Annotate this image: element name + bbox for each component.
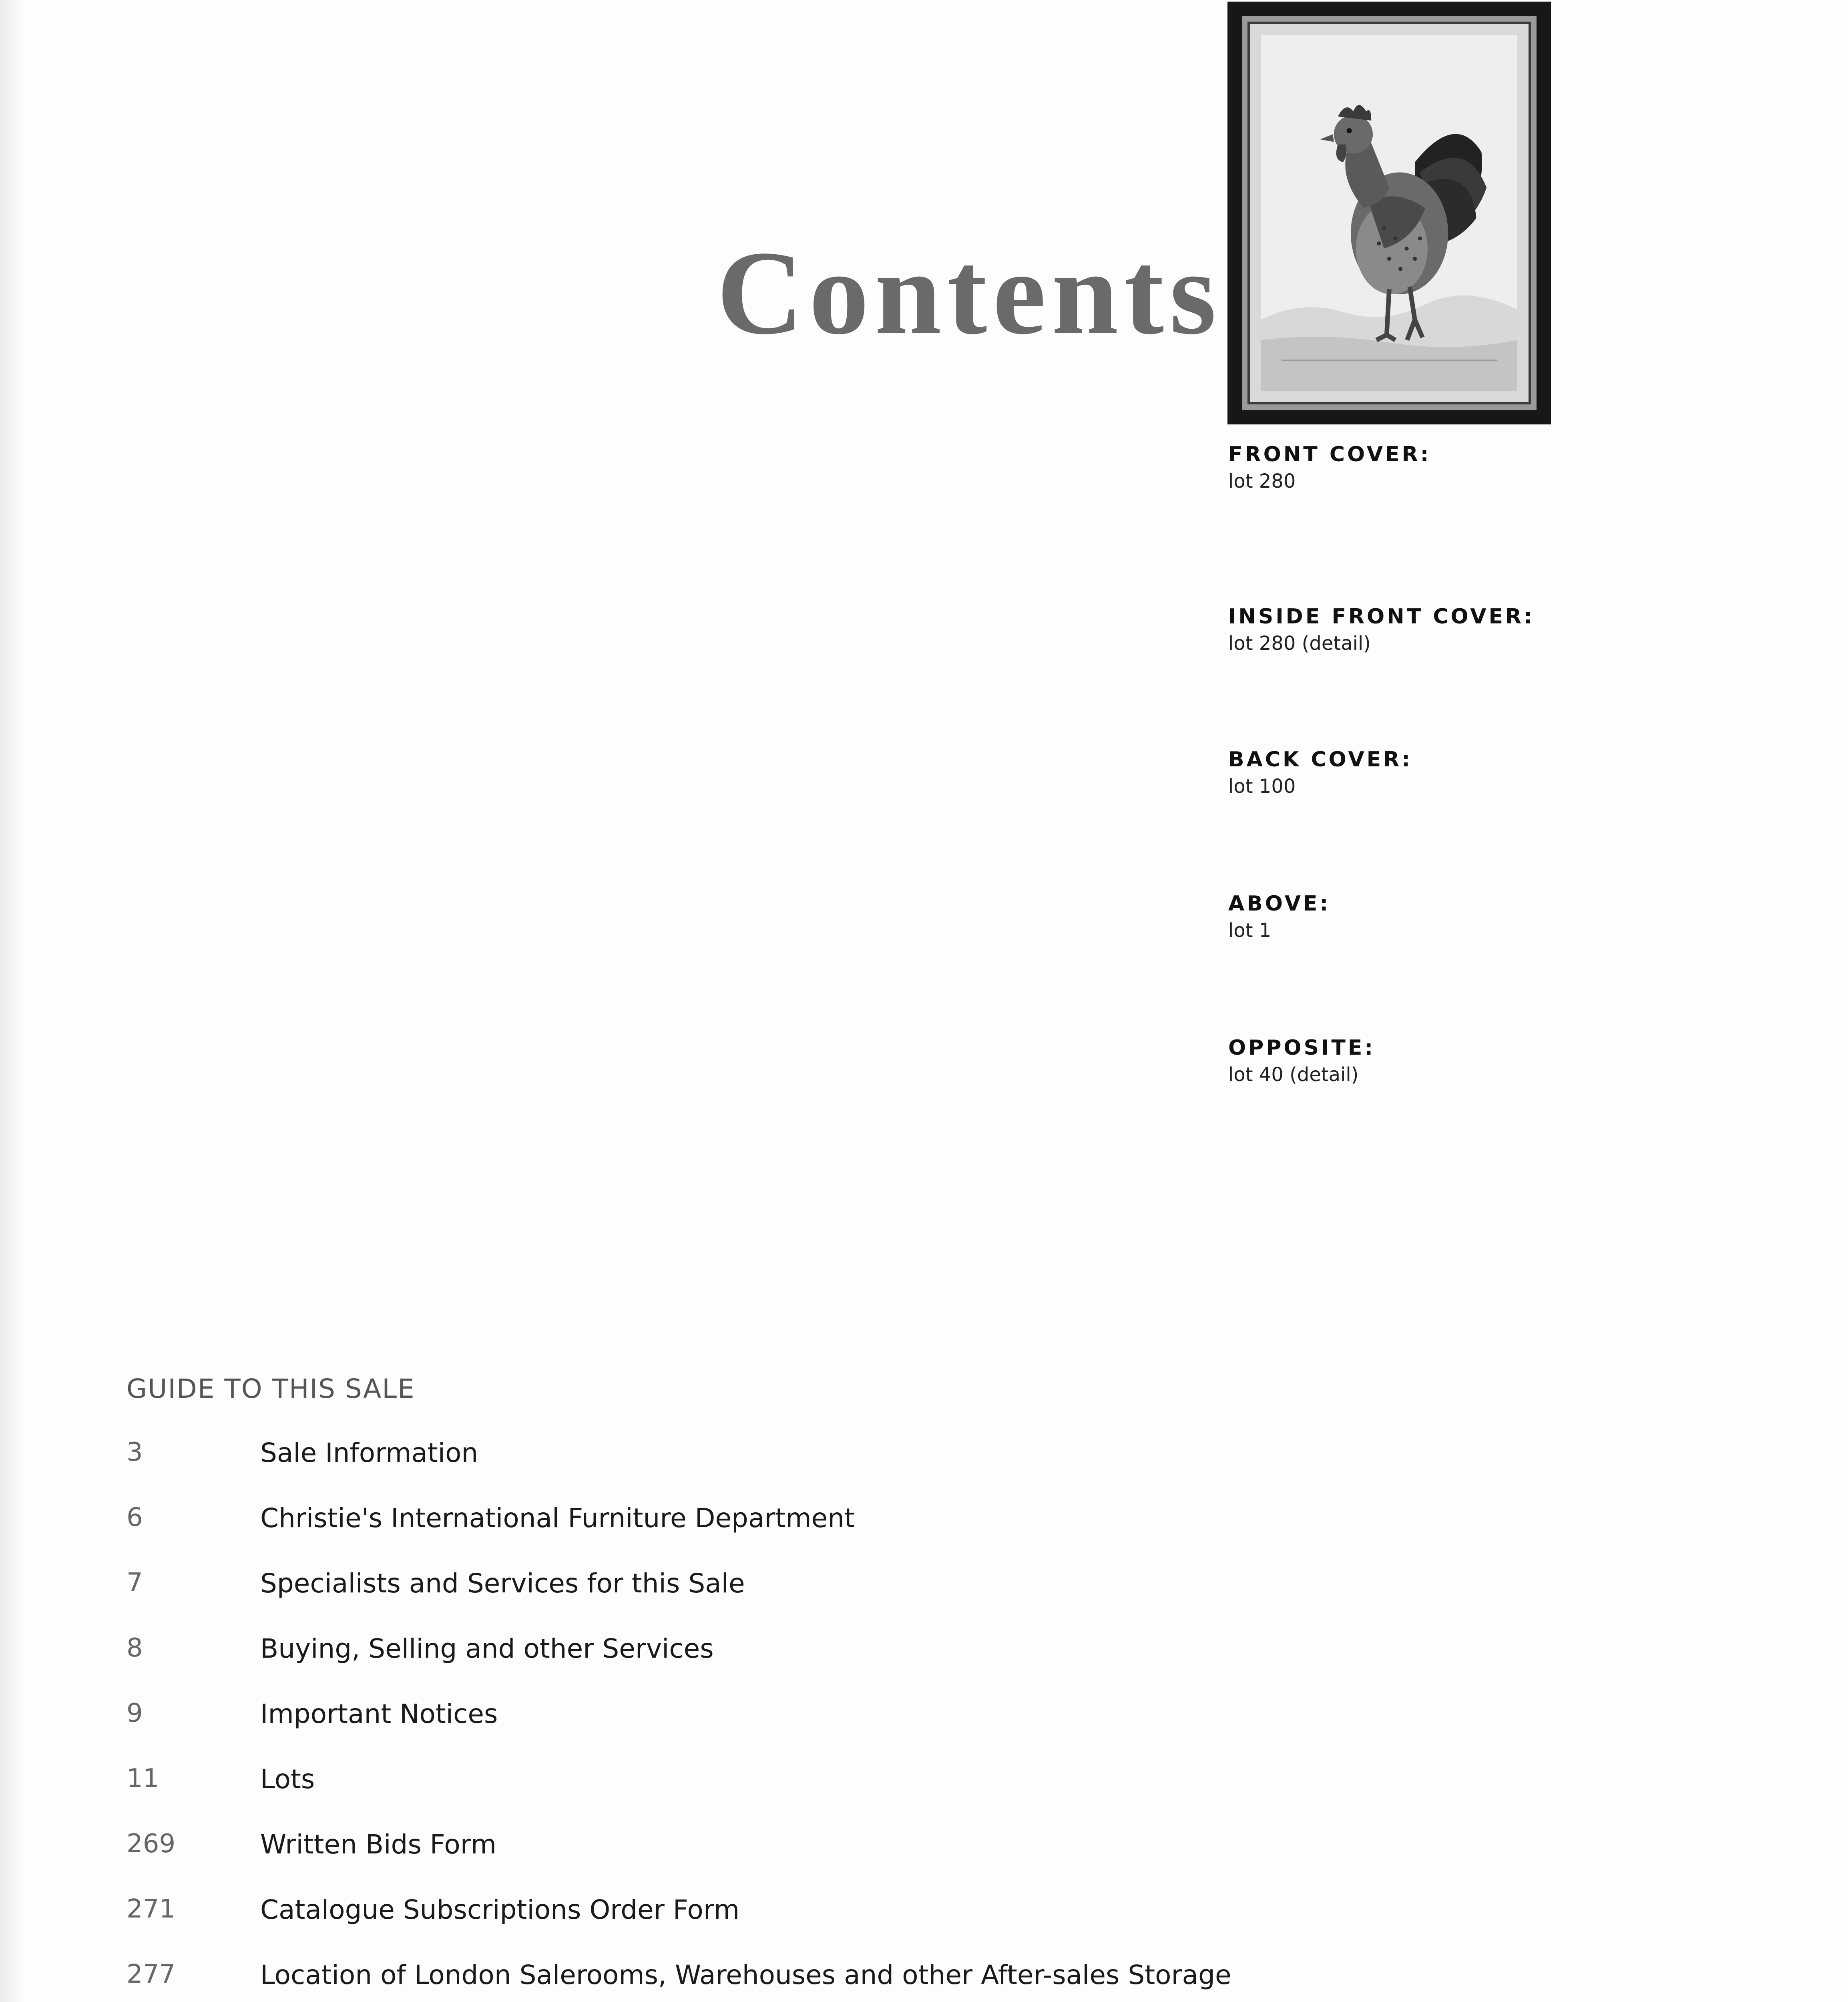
- caption-value: lot 280: [1228, 470, 1296, 492]
- caption-label: OPPOSITE:: [1228, 1036, 1376, 1060]
- cockerel-painting: [1261, 35, 1517, 391]
- cover-picture-frame: [1227, 2, 1551, 424]
- toc-entry-title: Specialists and Services for this Sale: [260, 1568, 745, 1599]
- toc-row[interactable]: [127, 1764, 1247, 1812]
- toc-row[interactable]: [127, 1503, 1247, 1551]
- toc-row[interactable]: [127, 1633, 1247, 1681]
- toc-page-number: 8: [127, 1633, 143, 1663]
- toc-entry-title: Location of London Salerooms, Warehouses and other After-sales Storage: [260, 1960, 1231, 1990]
- caption-label: FRONT COVER:: [1228, 442, 1431, 466]
- toc-row[interactable]: [127, 1960, 1247, 2002]
- toc-entry-title: Buying, Selling and other Services: [260, 1633, 714, 1664]
- guide-heading: GUIDE TO THIS SALE: [127, 1373, 415, 1404]
- toc-entry-title: Important Notices: [260, 1698, 498, 1729]
- caption-back-cover: [1228, 746, 1412, 799]
- cockerel-illustration: [1261, 35, 1517, 391]
- toc-entry-title: Sale Information: [260, 1437, 478, 1468]
- toc-page-number: 9: [127, 1698, 143, 1728]
- toc-entry-title: Christie's International Furniture Department: [260, 1503, 855, 1534]
- toc-page-number: 271: [127, 1894, 176, 1924]
- toc-page-number: 6: [127, 1503, 143, 1532]
- caption-value: lot 280 (detail): [1228, 632, 1371, 655]
- caption-value: lot 40 (detail): [1228, 1063, 1359, 1086]
- toc-page-number: 269: [127, 1829, 176, 1859]
- toc-row[interactable]: [127, 1437, 1247, 1485]
- caption-inside-front-cover: [1228, 603, 1535, 656]
- toc-entry-title: Lots: [260, 1764, 315, 1795]
- frame-moulding: [1242, 16, 1537, 410]
- page-edge-shadow: [0, 0, 24, 2002]
- page-title: Contents: [717, 226, 1222, 359]
- caption-label: BACK COVER:: [1228, 748, 1413, 772]
- toc-page-number: 11: [127, 1764, 159, 1793]
- caption-front-cover: [1228, 440, 1431, 494]
- caption-value: lot 100: [1228, 775, 1296, 798]
- caption-value: lot 1: [1228, 919, 1272, 942]
- caption-opposite: [1228, 1034, 1375, 1087]
- toc-entry-title: Written Bids Form: [260, 1829, 497, 1860]
- caption-above: [1228, 890, 1330, 943]
- caption-label: INSIDE FRONT COVER:: [1228, 605, 1535, 629]
- toc-page-number: 3: [127, 1437, 143, 1467]
- toc-page-number: 277: [127, 1960, 176, 1989]
- toc-row[interactable]: [127, 1568, 1247, 1616]
- toc-entry-title: Catalogue Subscriptions Order Form: [260, 1894, 740, 1925]
- toc-row[interactable]: [127, 1829, 1247, 1877]
- toc-page-number: 7: [127, 1568, 143, 1598]
- caption-label: ABOVE:: [1228, 892, 1331, 916]
- toc-row[interactable]: [127, 1698, 1247, 1747]
- toc-row[interactable]: [127, 1894, 1247, 1942]
